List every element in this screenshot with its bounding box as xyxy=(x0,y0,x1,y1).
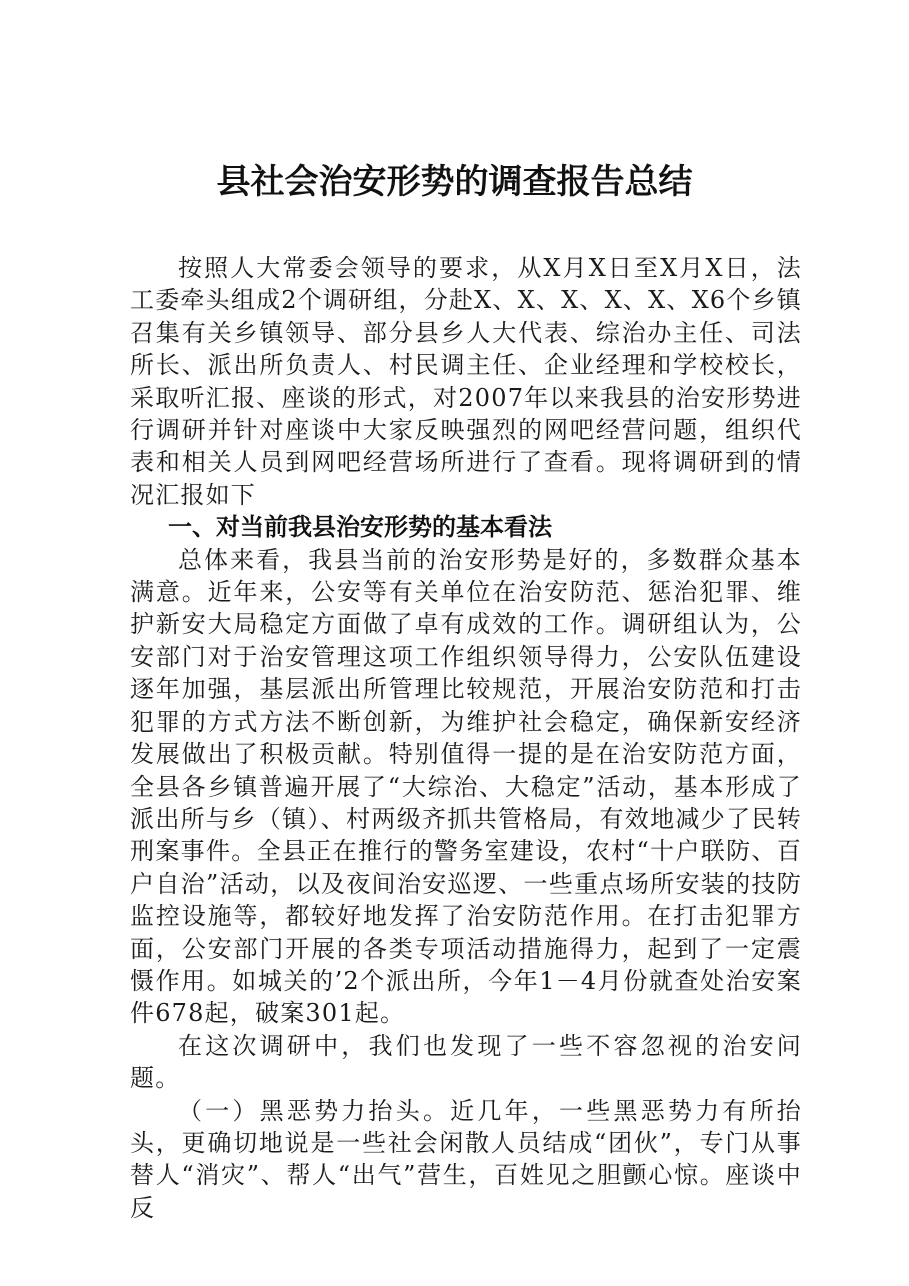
paragraph-intro: 按照人大常委会领导的要求，从X月X日至X月X日，法工委牵头组成2个调研组，分赴X、X、X、X、X、X6个乡镇召集有关乡镇领导、部分县乡人大代表、综治办主任、司法所长、派出所负责人、村民调主任、企业经理和学校校长，采取听汇报、座谈的形式，对2007年以来我县的治安形势进行调研并针对座谈中大家反映强烈的网吧经营问题，组织代表和相关人员到网吧经营场所进行了查看。现将调研到的情况汇报如下 xyxy=(130,254,802,509)
document-title: 县社会治安形势的调查报告总结 xyxy=(216,162,693,202)
document-body xyxy=(130,252,802,1224)
section-heading-1: 一、对当前我县治安形势的基本看法 xyxy=(168,513,552,542)
paragraph-issues-intro: 在这次调研中，我们也发现了一些不容忽视的治安问题。 xyxy=(130,1031,802,1093)
paragraph-issue-1: （一）黑恶势力抬头。近几年，一些黑恶势力有所抬头，更确切地说是一些社会闲散人员结成“团伙”，专门从事替人“消灾”、帮人“出气”营生，百姓见之胆颤心惊。座谈中反 xyxy=(130,1096,802,1222)
paragraph-overview: 总体来看，我县当前的治安形势是好的，多数群众基本满意。近年来，公安等有关单位在治安防范、惩治犯罪、维护新安大局稳定方面做了卓有成效的工作。调研组认为，公安部门对于治安管理这项工作组织领导得力，公安队伍建设逐年加强，基层派出所管理比较规范，开展治安防范和打击犯罪的方式方法不断创新，为维护社会稳定，确保新安经济发展做出了积极贡献。特别值得一提的是在治安防范方面，全县各乡镇普遍开展了“大综治、大稳定”活动，基本形成了派出所与乡（镇）、村两级齐抓共管格局，有效地减少了民转刑案事件。全县正在推行的警务室建设，农村“十户联防、百户自治”活动，以及夜间治安巡逻、一些重点场所安装的技防监控设施等，都较好地发挥了治安防范作用。在打击犯罪方面，公安部门开展的各类专项活动措施得力，起到了一定震慑作用。如城关的’2个派出所，今年1－4月份就查处治安案件678起，破案301起。 xyxy=(130,545,802,1028)
